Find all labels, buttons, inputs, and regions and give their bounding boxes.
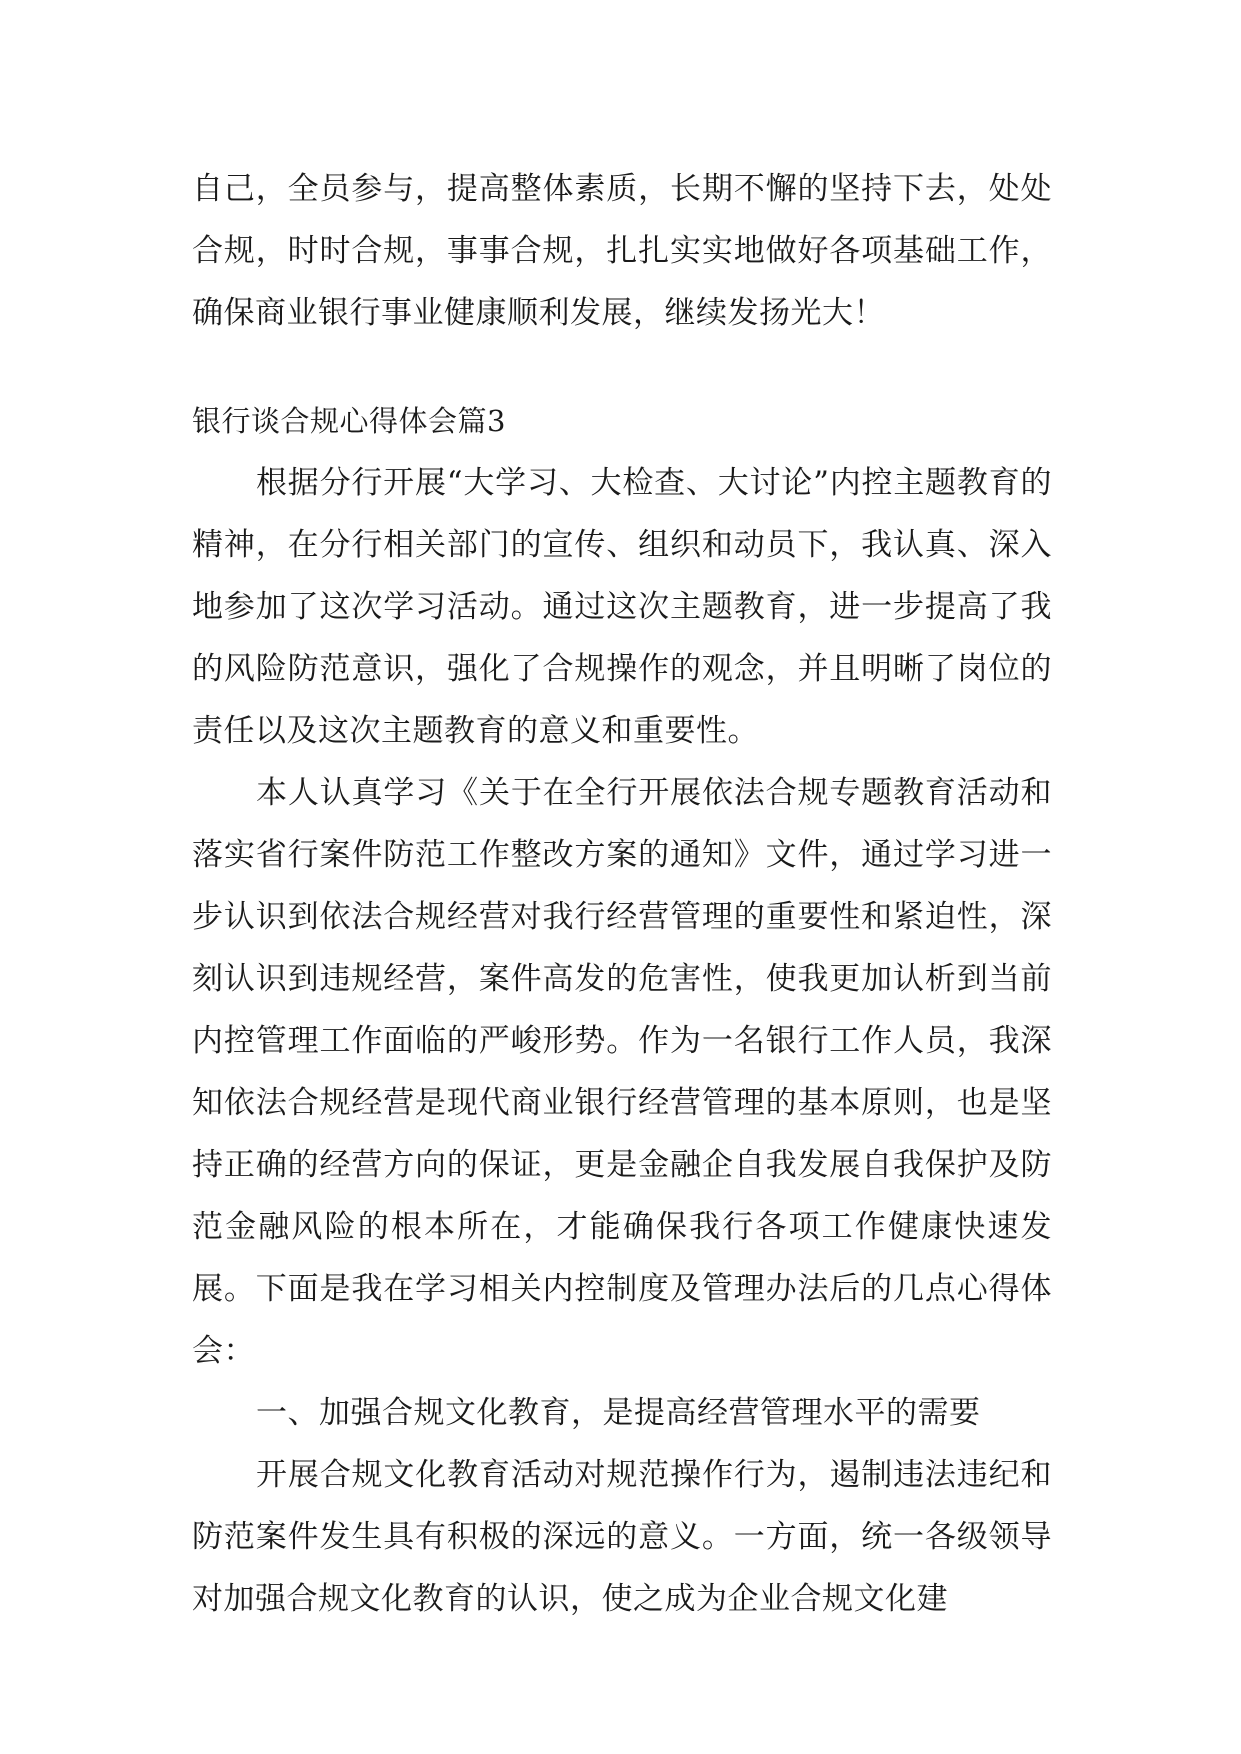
body-paragraph: 本人认真学习《关于在全行开展依法合规专题教育活动和落实省行案件防范工作整改方案的通知》文件，通过学习进一步认识到依法合规经营对我行经营管理的重要性和紧迫性，深刻认识到违规经营，案件高发的危害性，使我更加认析到当前内控管理工作面临的严峻形势。作为一名银行工作人员，我深知依法合规经营是现代商业银行经营管理的基本原则，也是坚持正确的经营方向的保证，更是金融企自我发展自我保护及防范金融风险的根本所在，才能确保我行各项工作健康快速发展。下面是我在学习相关内控制度及管理办法后的几点心得体会： xyxy=(192,775,1052,1369)
body-paragraph: 开展合规文化教育活动对规范操作行为，遏制违法违纪和防范案件发生具有积极的深远的意义。一方面，统一各级领导对加强合规文化教育的认识，使之成为企业合规文化建 xyxy=(192,1457,1052,1617)
subheading-paragraph: 一、加强合规文化教育，是提高经营管理水平的需要 xyxy=(256,1395,981,1431)
continued-paragraph: 自己，全员参与，提高整体素质，长期不懈的坚持下去，处处合规，时时合规，事事合规，扎扎实实地做好各项基础工作，确保商业银行事业健康顺利发展，继续发扬光大！ xyxy=(192,171,1052,331)
section-title: 银行谈合规心得体会篇3 xyxy=(192,404,506,438)
section-spacer xyxy=(192,344,1052,390)
body-paragraph: 根据分行开展“大学习、大检查、大讨论”内控主题教育的精神，在分行相关部门的宣传、组织和动员下，我认真、深入地参加了这次学习活动。通过这次主题教育，进一步提高了我的风险防范意识，强化了合规操作的观念，并且明晰了岗位的责任以及这次主题教育的意义和重要性。 xyxy=(192,465,1052,749)
document-body xyxy=(192,158,1052,1630)
